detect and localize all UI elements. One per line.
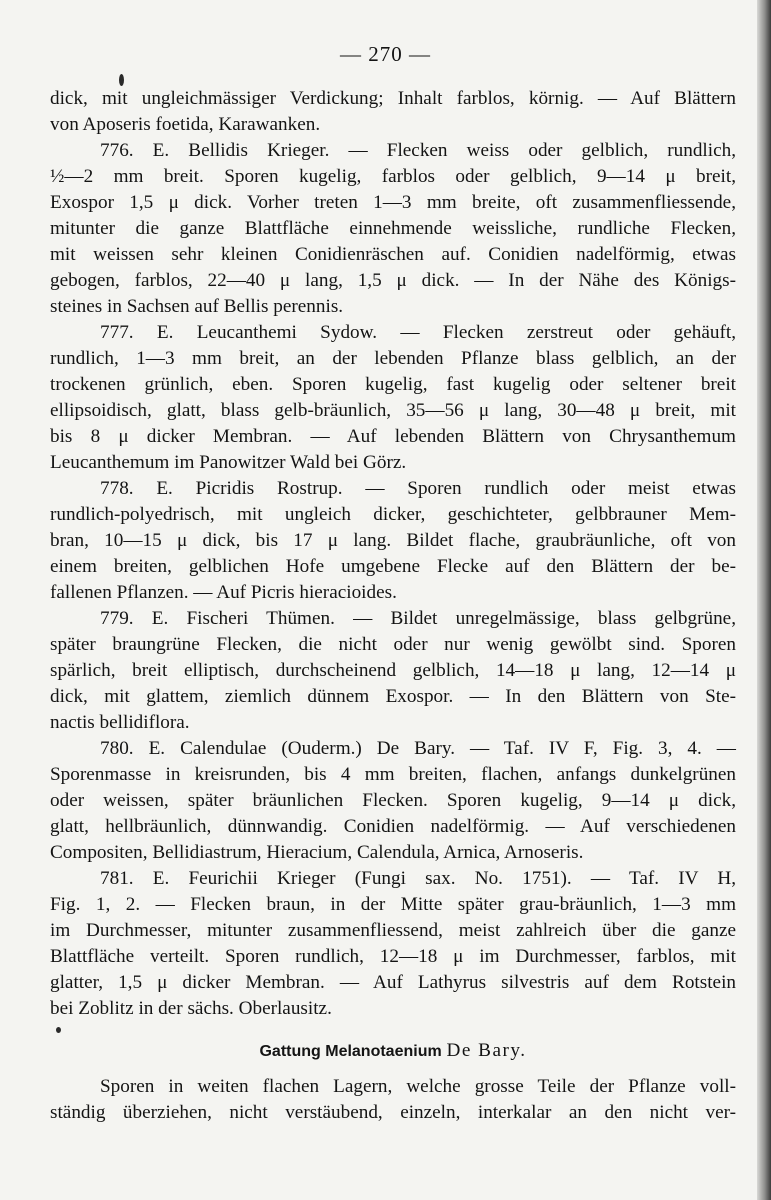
text-line: 776. E. Bellidis Krieger. — Flecken weiss oder gelblich, rundlich, <box>100 140 736 161</box>
text-line: 777. E. Leucanthemi Sydow. — Flecken zerstreut oder gehäuft, <box>100 322 736 343</box>
body-text <box>50 86 736 1126</box>
ink-speck <box>119 74 124 86</box>
genus-heading <box>50 1038 736 1064</box>
text-line: Compositen, Bellidiastrum, Hieracium, Calendula, Arnica, Arnoseris. <box>50 842 584 863</box>
text-line: ellipsoidisch, glatt, blass gelb-bräunlich, 35—56 μ lang, 30—48 μ breit, mit <box>50 400 736 421</box>
text-line: ständig überziehen, nicht verstäubend, einzeln, interkalar an den nicht ver- <box>50 1102 736 1123</box>
text-line: bei Zoblitz in der sächs. Oberlausitz. <box>50 998 332 1019</box>
text-line: glatt, hellbräunlich, dünnwandig. Conidien nadelförmig. — Auf verschiedenen <box>50 816 736 837</box>
text-line: oder weissen, später bräunlichen Flecken. Sporen kugelig, 9—14 μ dick, <box>50 790 736 811</box>
scan-shadow-edge <box>757 0 771 1200</box>
text-line: Leucanthemum im Panowitzer Wald bei Görz. <box>50 452 407 473</box>
text-line: nactis bellidiflora. <box>50 712 190 733</box>
text-line: 778. E. Picridis Rostrup. — Sporen rundlich oder meist etwas <box>100 478 736 499</box>
text-line: glatter, 1,5 μ dicker Membran. — Auf Lathyrus silvestris auf dem Rotstein <box>50 972 736 993</box>
text-line: 780. E. Calendulae (Ouderm.) De Bary. — Taf. IV F, Fig. 3, 4. — <box>100 738 736 759</box>
text-line: einem breiten, gelblichen Hofe umgebene Flecke auf den Blättern der be- <box>50 556 736 577</box>
text-line: Blattfläche verteilt. Sporen rundlich, 12—18 μ im Durchmesser, farblos, mit <box>50 946 736 967</box>
text-line: im Durchmesser, mitunter zusammenfliessend, meist zahlreich über die ganze <box>50 920 736 941</box>
text-line: Sporen in weiten flachen Lagern, welche grosse Teile der Pflanze voll- <box>100 1076 736 1097</box>
entries-block <box>50 86 736 1022</box>
text-line: rundlich, 1—3 mm breit, an der lebenden Pflanze blass gelblich, an der <box>50 348 736 369</box>
text-line: Sporenmasse in kreisrunden, bis 4 mm breiten, flachen, anfangs dunkelgrünen <box>50 764 736 785</box>
text-line: gebogen, farblos, 22—40 μ lang, 1,5 μ dick. — In der Nähe des Königs- <box>50 270 736 291</box>
genus-description-block <box>50 1074 736 1126</box>
text-line: spärlich, breit elliptisch, durchscheinend gelblich, 14—18 μ lang, 12—14 μ <box>50 660 736 681</box>
text-line: Fig. 1, 2. — Flecken braun, in der Mitte später grau-bräunlich, 1—3 mm <box>50 894 736 915</box>
text-line: Exospor 1,5 μ dick. Vorher treten 1—3 mm breite, oft zusammenfliessende, <box>50 192 736 213</box>
text-line: später braungrüne Flecken, die nicht oder nur wenig gewölbt sind. Sporen <box>50 634 736 655</box>
text-line: bran, 10—15 μ dick, bis 17 μ lang. Bildet flache, graubräunliche, oft von <box>50 530 736 551</box>
text-line: dick, mit ungleichmässiger Verdickung; Inhalt farblos, körnig. — Auf Blättern <box>50 88 736 109</box>
text-line: 781. E. Feurichii Krieger (Fungi sax. No. 1751). — Taf. IV H, <box>100 868 736 889</box>
page-number: — 270 — <box>340 42 431 66</box>
text-line: 779. E. Fischeri Thümen. — Bildet unregelmässige, blass gelbgrüne, <box>100 608 736 629</box>
text-line: steines in Sachsen auf Bellis perennis. <box>50 296 344 317</box>
text-line: mit weissen sehr kleinen Conidienräschen auf. Conidien nadelförmig, etwas <box>50 244 736 265</box>
text-line: rundlich-polyedrisch, mit ungleich dicker, geschichteter, gelbbrauner Mem- <box>50 504 736 525</box>
text-line: von Aposeris foetida, Karawanken. <box>50 114 321 135</box>
genus-heading-author: De Bary. <box>446 1040 527 1061</box>
text-line: ½—2 mm breit. Sporen kugelig, farblos oder gelblich, 9—14 μ breit, <box>50 166 736 187</box>
text-line: dick, mit glattem, ziemlich dünnem Exospor. — In den Blättern von Ste- <box>50 686 736 707</box>
genus-heading-label: Gattung Melanotaenium <box>259 1043 442 1060</box>
text-line: trockenen grünlich, eben. Sporen kugelig, fast kugelig oder seltener breit <box>50 374 736 395</box>
text-line: mitunter die ganze Blattfläche einnehmende weissliche, rundliche Flecken, <box>50 218 736 239</box>
text-line: bis 8 μ dicker Membran. — Auf lebenden Blättern von Chrysanthemum <box>50 426 736 447</box>
text-line: fallenen Pflanzen. — Auf Picris hieracioides. <box>50 582 397 603</box>
